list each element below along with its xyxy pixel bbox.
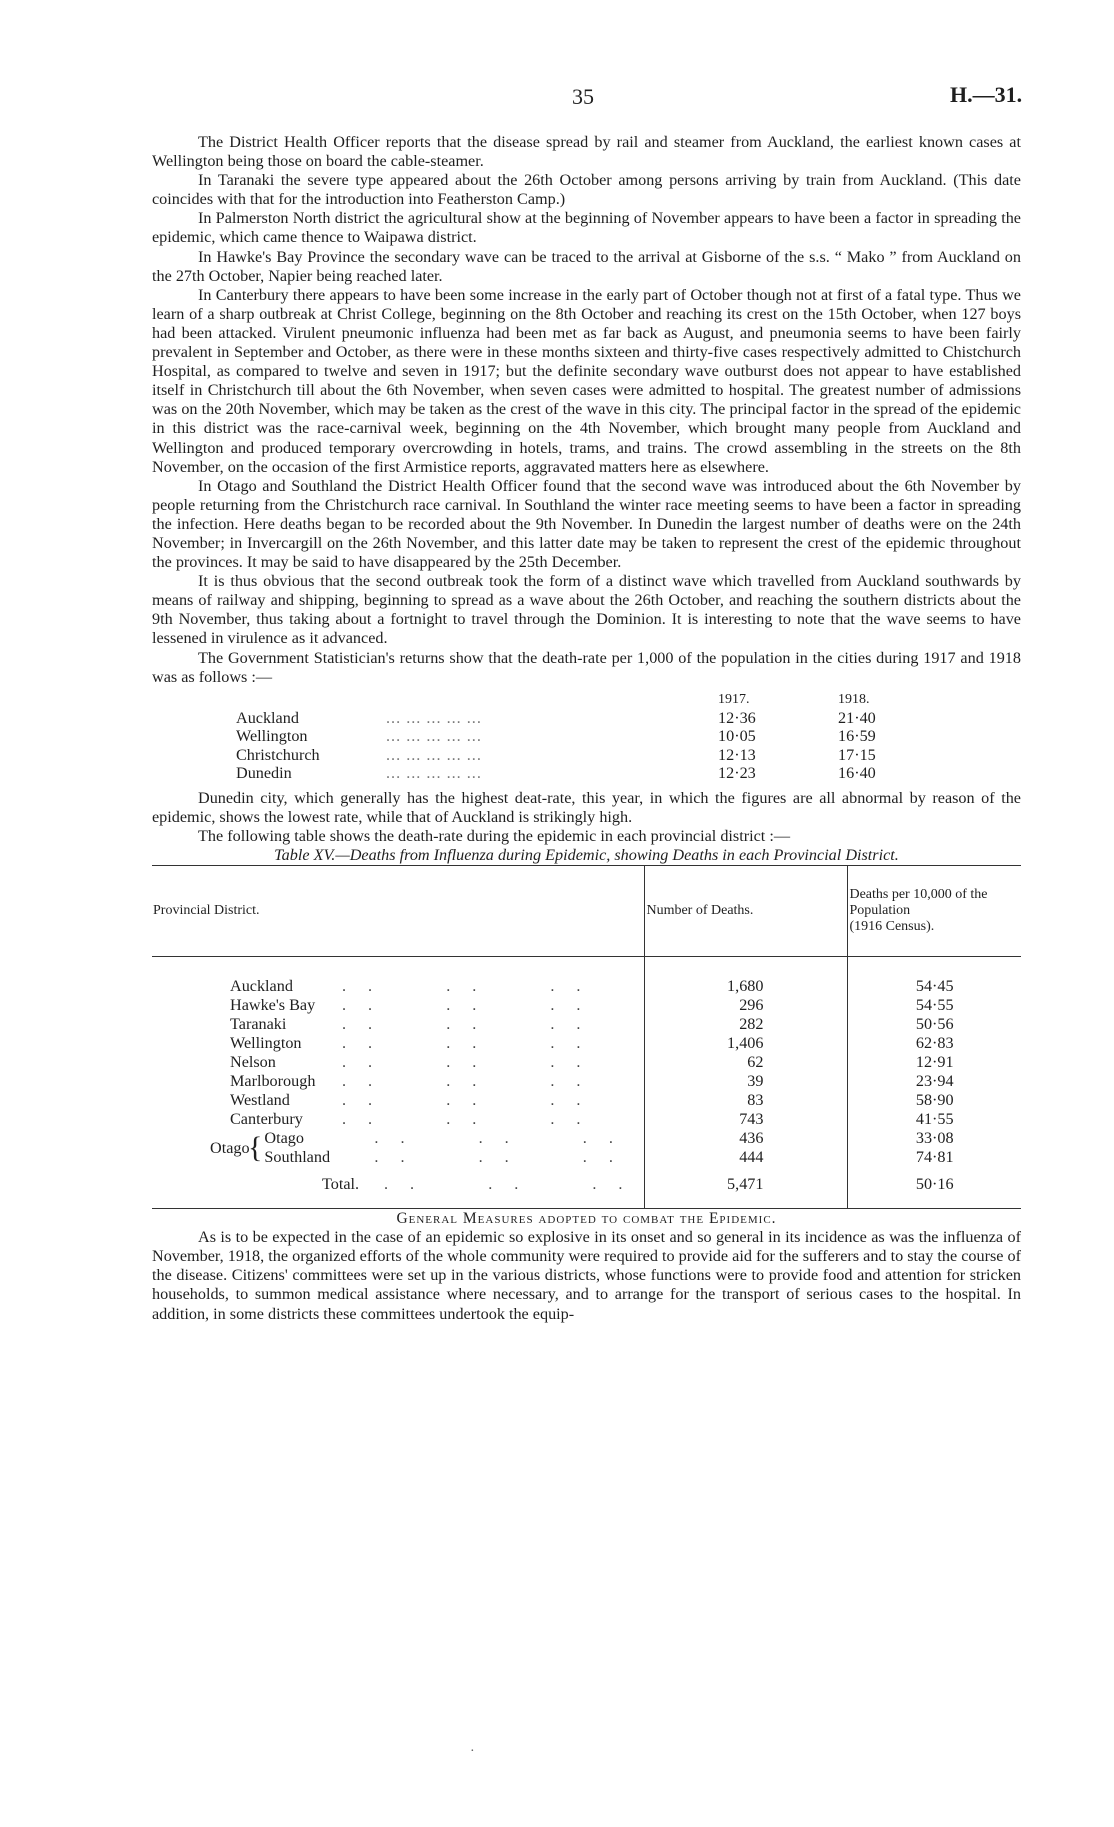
deaths-value: 83	[645, 1091, 848, 1110]
dot-leader: ... ... ... ... ...	[386, 708, 482, 727]
deaths-value: 282	[645, 1015, 848, 1034]
table-row	[236, 746, 958, 765]
brace-mark: {	[248, 1131, 263, 1165]
table-row	[236, 709, 958, 728]
body-text	[152, 133, 1021, 1324]
table-row	[236, 727, 958, 746]
deaths-value: 296	[645, 996, 848, 1015]
city-name: Christchurch	[236, 745, 320, 764]
deaths-value: 1,406	[645, 1034, 848, 1053]
rate-value: 23·94	[848, 1072, 1021, 1091]
dot-leader: .. .. ..	[342, 996, 603, 1015]
table-row	[152, 1110, 1021, 1129]
paragraph: The District Health Officer reports that the disease spread by rail and steamer from Auckland, the earliest known cases at Wellington being those on board the cable-steamer.	[152, 133, 1021, 171]
paragraph: It is thus obvious that the second outbreak took the form of a distinct wave which travelled from Auckland southwards by means of railway and shipping, beginning to spread as a wave about the 26th October, and reaching the southern districts about the 9th November, thus taking about a fortnight to travel through the Dominion. It is interesting to note that the wave seems to have lessened in virulence as it advanced.	[152, 572, 1021, 648]
rate-1918: 16·59	[838, 727, 876, 746]
district-name: Southland	[264, 1148, 331, 1167]
deaths-value: 62	[645, 1053, 848, 1072]
dot-leader: .. .. ..	[374, 1148, 635, 1167]
table-row	[152, 1034, 1021, 1053]
rate-value: 54·55	[848, 996, 1021, 1015]
dot-leader: ... ... ... ... ...	[386, 727, 482, 746]
rate-header-line: Population	[849, 903, 911, 919]
district-name: Auckland	[230, 977, 293, 996]
rate-1917: 12·36	[718, 708, 756, 727]
rate-header-line: Deaths per 10,000 of the	[849, 887, 988, 903]
district-name: Hawke's Bay	[230, 996, 316, 1015]
dot-leader: .. .. ..	[342, 1015, 603, 1034]
paragraph: Dunedin city, which generally has the highest deat-rate, this year, in which the figures are all abnormal by reason of the epidemic, shows the lowest rate, while that of Auckland is strikingly high.	[152, 788, 1021, 826]
column-header-1918: 1918.	[838, 691, 870, 707]
table-row	[152, 1015, 1021, 1034]
rate-1918: 17·15	[838, 745, 876, 764]
dot-leader: .. .. ..	[342, 1053, 603, 1072]
total-deaths: 5,471	[645, 1167, 848, 1209]
dot-leader: .. .. ..	[342, 1034, 603, 1053]
provincial-deaths-table	[152, 865, 1021, 1209]
rate-1917: 12·23	[718, 764, 756, 783]
paragraph: The following table shows the death-rate during the epidemic in each provincial district :—	[198, 826, 791, 845]
paragraph: As is to be expected in the case of an epidemic so explosive in its onset and so general in its incidence as was the influenza of November, 1918, the organized efforts of the whole community were required to provide aid for the sufferers and to stay the course of the disease. Citizens' committees were set up in the various districts, whose functions were to provide food and attention for stricken households, to summon medical assistance where necessary, and to arrange for the transport of serious cases to the hospital. In addition, in some districts these committees undertook the equip-	[152, 1228, 1021, 1323]
district-name: Marlborough	[230, 1072, 316, 1091]
column-header-deaths: Number of Deaths.	[645, 866, 848, 957]
city-death-rate-table	[236, 691, 958, 783]
footer-mark: ·	[470, 1744, 475, 1759]
district-name: Otago	[264, 1129, 304, 1148]
city-name: Auckland	[236, 708, 299, 727]
page-number: 35	[572, 84, 594, 109]
table-row-otago	[152, 1129, 1021, 1167]
deaths-value: 444	[739, 1148, 764, 1167]
document-reference: H.—31.	[950, 82, 1023, 107]
deaths-value: 436	[739, 1129, 764, 1148]
rate-1918: 16·40	[838, 764, 876, 783]
rate-header-line: (1916 Census).	[849, 919, 935, 935]
table-row	[152, 996, 1021, 1015]
paragraph: In Otago and Southland the District Health Officer found that the second wave was introduced about the 6th November by people returning from the Christchurch race carnival. In Southland the winter race meeting seems to have been a factor in spreading the infection. Here deaths began to be recorded about the 9th November. In Dunedin the largest number of deaths were on the 24th November; in Invercargill on the 26th November, and this latter date may be taken to represent the crest of the epidemic throughout the provinces. It may be said to have disappeared by the 25th December.	[152, 476, 1021, 572]
section-heading: General Measures adopted to combat the Epidemic.	[396, 1210, 777, 1228]
district-name: Canterbury	[230, 1110, 303, 1129]
city-name: Dunedin	[236, 764, 292, 783]
column-header-rate	[848, 866, 1021, 957]
total-label: Total.	[322, 1175, 360, 1194]
table-row	[152, 1053, 1021, 1072]
paragraph: In Palmerston North district the agricultural show at the beginning of November appears to have been a factor in spreading the epidemic, which came thence to Waipawa district.	[152, 209, 1021, 247]
rate-value: 54·45	[848, 977, 1021, 996]
dot-leader: .. .. ..	[374, 1129, 635, 1148]
rate-1918: 21·40	[838, 708, 876, 727]
dot-leader: .. .. ..	[342, 1072, 603, 1091]
rate-value: 41·55	[848, 1110, 1021, 1129]
dot-leader: .. .. ..	[342, 977, 603, 996]
rate-value: 62·83	[848, 1034, 1021, 1053]
total-rate: 50·16	[848, 1167, 1021, 1209]
rate-value: 33·08	[915, 1129, 954, 1148]
rate-1917: 10·05	[718, 727, 756, 746]
paragraph: In Hawke's Bay Province the secondary wave can be traced to the arrival at Gisborne of the s.s. “ Mako ” from Auckland on the 27th October, Napier being reached later.	[152, 247, 1021, 285]
dot-leader: .. .. ..	[342, 1110, 603, 1129]
city-name: Wellington	[236, 727, 308, 746]
district-name: Nelson	[230, 1053, 276, 1072]
column-header-1917: 1917.	[718, 691, 750, 707]
deaths-value: 39	[645, 1072, 848, 1091]
table-row-total	[152, 1167, 1021, 1209]
rate-1917: 12·13	[718, 745, 756, 764]
deaths-value: 1,680	[645, 977, 848, 996]
rate-value: 58·90	[848, 1091, 1021, 1110]
table-caption: Table XV.—Deaths from Influenza during Epidemic, showing Deaths in each Provincial District.	[274, 846, 899, 864]
dot-leader: ... ... ... ... ...	[386, 764, 482, 783]
table-row	[152, 1072, 1021, 1091]
paragraph: The Government Statistician's returns show that the death-rate per 1,000 of the population in the cities during 1917 and 1918 was as follows :—	[152, 648, 1021, 686]
otago-group-label: Otago	[210, 1138, 250, 1157]
paragraph: In Canterbury there appears to have been some increase in the early part of October though not at first of a fatal type. Thus we learn of a sharp outbreak at Christ College, beginning on the 8th October and reaching its crest on the 15th October, when 127 boys had been attacked. Virulent pneumonic influenza had been met as far back as August, and pneumonia seems to have been fairly prevalent in September and October, as there were in these months sixteen and thirty-five cases respectively admitted to Chistchurch Hospital, as compared to twelve and seven in 1917; but the definite secondary wave outburst does not appear to have established itself in Christchurch till about the 6th November, when seven cases were admitted to hospital. The greatest number of admissions was on the 20th November, which may be taken as the crest of the wave in this city. The principal factor in the spread of the epidemic in this district was the race-carnival week, beginning on the 4th November, which brought many people from Auckland and Wellington and produced temporary overcrowding in hotels, trams, and trains. The crowd assembling in the streets on the 8th November, on the occasion of the first Armistice reports, aggravated matters here as elsewhere.	[152, 285, 1021, 476]
table-row	[152, 977, 1021, 996]
paragraph: In Taranaki the severe type appeared about the 26th October among persons arriving by train from Auckland. (This date coincides with that for the introduction into Featherston Camp.)	[152, 171, 1021, 209]
dot-leader: .. .. ..	[384, 1175, 645, 1194]
deaths-value: 743	[645, 1110, 848, 1129]
dot-leader: ... ... ... ... ...	[386, 745, 482, 764]
table-row	[152, 1091, 1021, 1110]
district-name: Taranaki	[230, 1015, 287, 1034]
rate-value: 12·91	[848, 1053, 1021, 1072]
district-name: Westland	[230, 1091, 290, 1110]
table-row	[236, 764, 958, 783]
rate-value: 50·56	[848, 1015, 1021, 1034]
district-name: Wellington	[230, 1034, 302, 1053]
column-header-district: Provincial District.	[152, 866, 645, 957]
dot-leader: .. .. ..	[342, 1091, 603, 1110]
rate-value: 74·81	[915, 1148, 954, 1167]
